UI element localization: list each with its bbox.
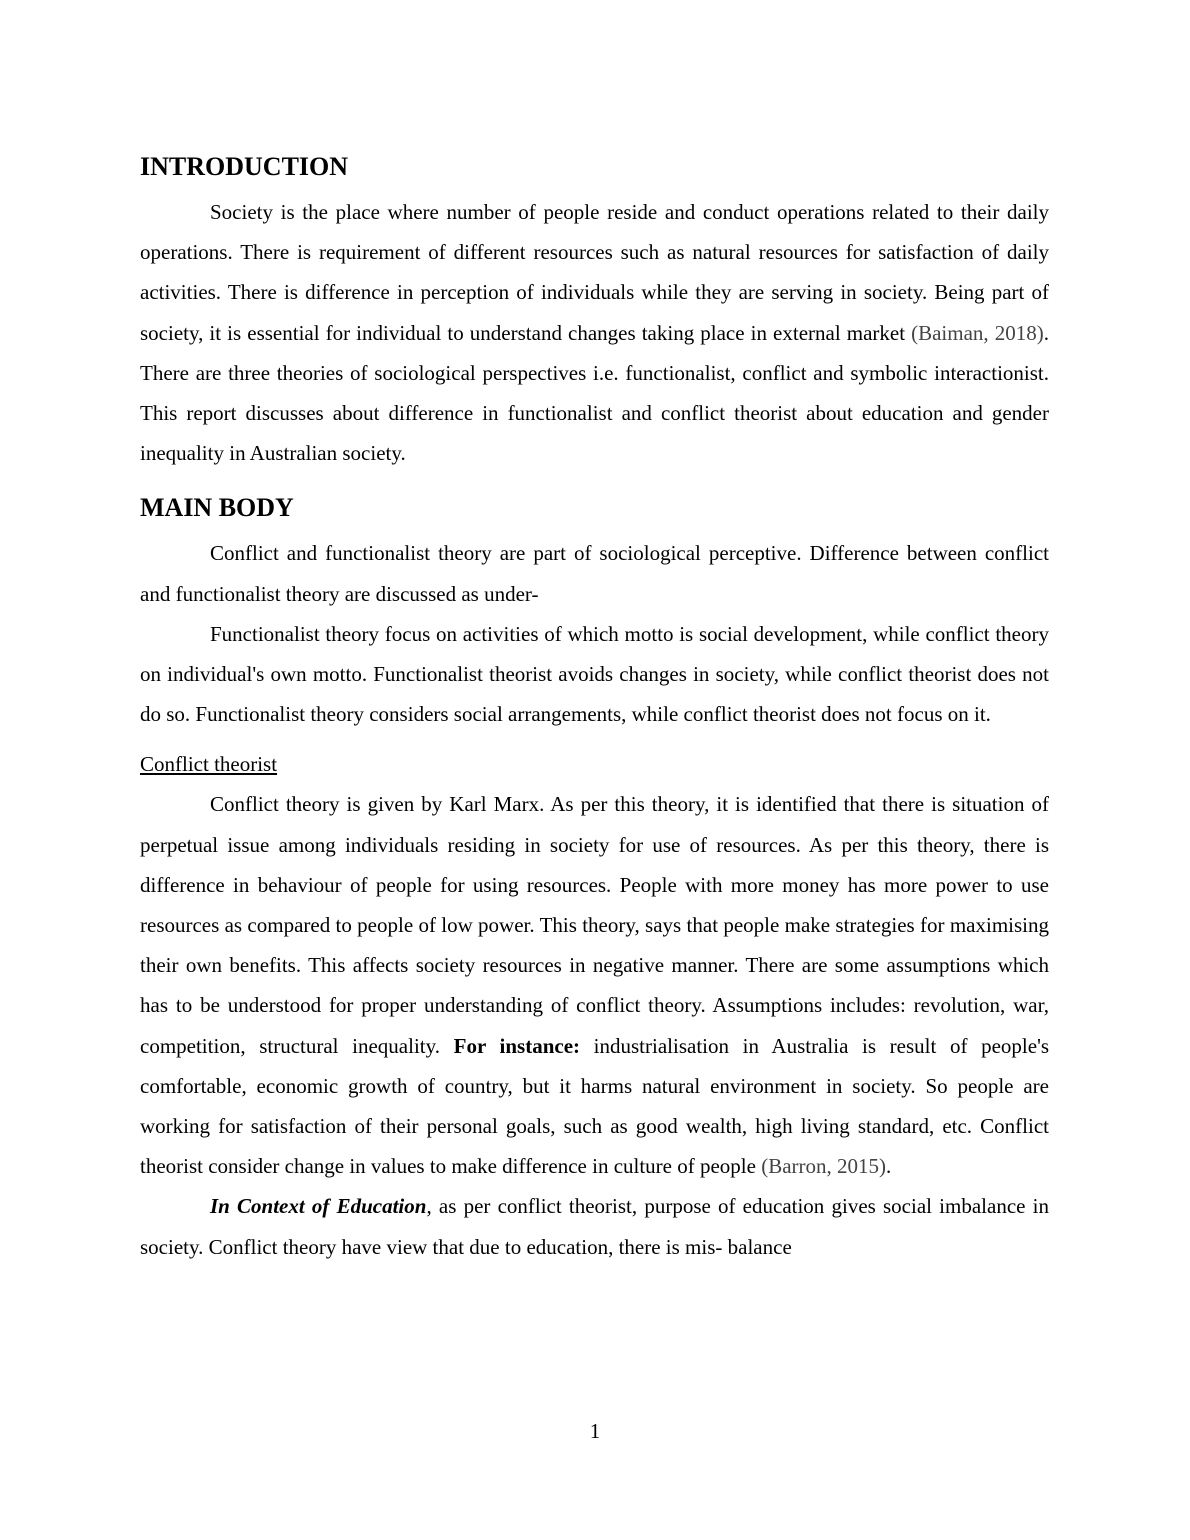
paragraph-main-2: Functionalist theory focus on activities of which motto is social development, while conflict theory on individual's own motto. Functionalist theorist avoids changes in society, while conflict theorist does not do so. Functionalist theory considers social arrangements, while conflict theorist does not focus on it. — [140, 621, 1049, 727]
paragraph-conflict-1 — [140, 784, 1049, 1186]
heading-main-body: MAIN BODY — [140, 493, 294, 523]
page-content — [140, 150, 1049, 1267]
text-run: . There are three theories of sociological perspectives i.e. functionalist, conflict and symbolic interactionist. This report discusses about difference in functionalist and conflict theorist about education and gender inequality in Australian society. — [140, 320, 1049, 466]
bold-italic-run: In Context of Education — [210, 1194, 427, 1219]
paragraph-conflict-2 — [140, 1186, 1049, 1266]
text-run: Conflict theory is given by Karl Marx. As per this theory, it is identified that there is situation of perpetual issue among individuals residing in society for use of resources. As per this theory, there is difference in behaviour of people for using resources. People with more money has more power to use resources as compared to people of low power. This theory, says that people make strategies for maximising their own benefits. This affects society resources in negative manner. There are some assumptions which has to be understood for proper understanding of conflict theory. Assumptions includes: revolution, war, competition, structural inequality. — [140, 792, 1049, 1058]
citation-baiman: (Baiman, 2018) — [911, 320, 1044, 345]
paragraph-introduction — [140, 192, 1049, 473]
page-number: 1 — [589, 1419, 601, 1443]
bold-run: For instance: — [453, 1033, 581, 1058]
heading-introduction: INTRODUCTION — [140, 152, 349, 181]
text-run: . — [886, 1154, 892, 1179]
text-run: Society is the place where number of people reside and conduct operations related to their daily operations. There is requirement of different resources such as natural resources for satisfaction of daily activities. There is difference in perception of individuals while they are serving in society. Being part of society, it is essential for individual to understand changes taking place in external market — [140, 200, 1049, 345]
text-run: industrialisation in Australia is result of people's comfortable, economic growth of country, but it harms natural environment in society. So people are working for satisfaction of their personal goals, such as good wealth, high living standard, etc. Conflict theorist consider change in values to make difference in culture of people — [140, 1033, 1050, 1179]
text-run: , as per conflict theorist, purpose of education gives social imbalance in society. Conflict theory have view that due to education, there is mis- balance — [140, 1194, 1049, 1259]
citation-barron: (Barron, 2015) — [761, 1154, 887, 1179]
subheading-conflict-theorist: Conflict theorist — [140, 752, 278, 777]
paragraph-main-1: Conflict and functionalist theory are part of sociological perceptive. Difference between conflict and functionalist theory are discussed as under- — [140, 541, 1049, 606]
